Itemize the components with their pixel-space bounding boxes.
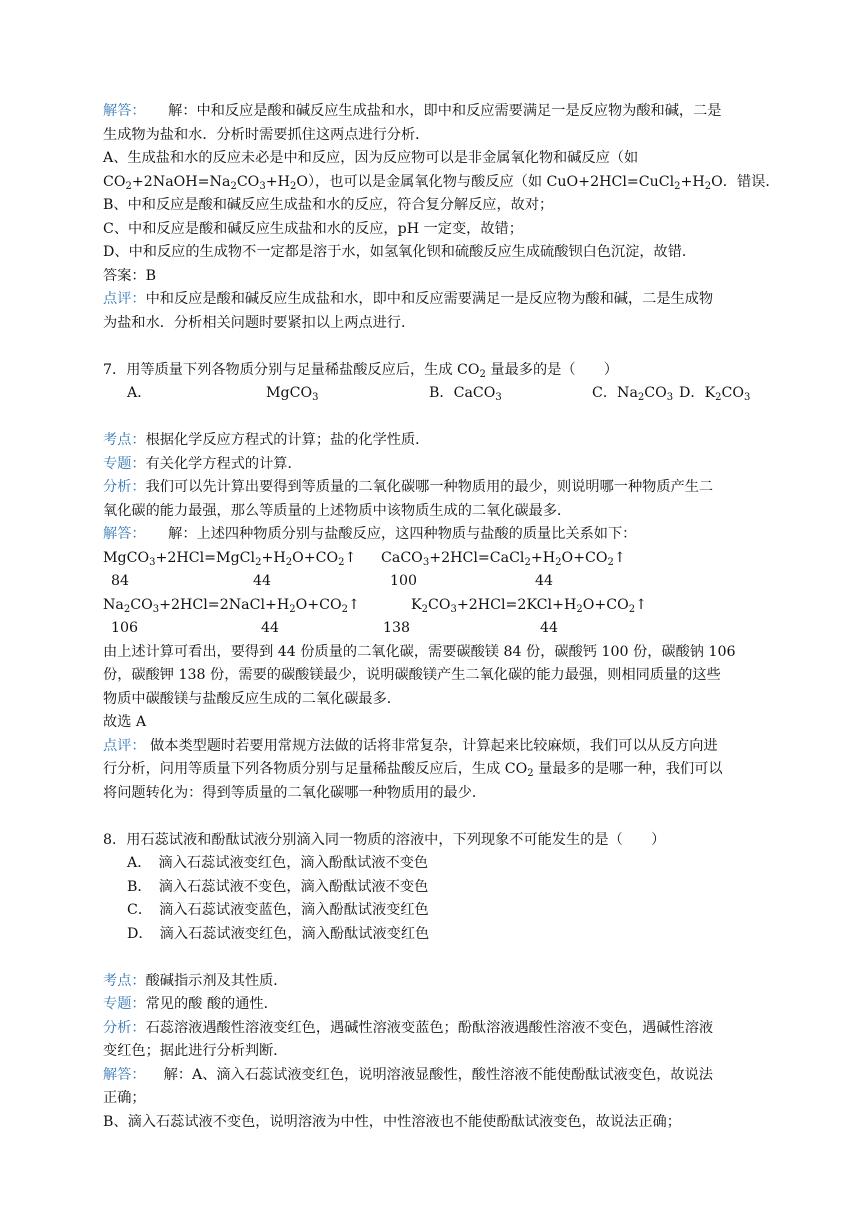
q6-option-c-analysis: C、中和反应是酸和碱反应生成盐和水的反应，pH 一定变，故错； [103,220,523,237]
q6-option-a-analysis: $CO_2+2NaOH=Na_2CO_3+H_2O$），也可以是金属氧化物与酸反应（如 $CuO+2HCl=CuCl_2+H_2O$．错误． [103,173,780,192]
q7-review: 将问题转化为：得到等质量的二氧化碳哪一种物质用的最少． [103,784,487,801]
q8-stem: 8．用石蕊试液和酚酞试液分别滴入同一物质的溶液中，下列现象不可能发生的是（ ） [103,831,666,848]
q6-option-a-analysis: A、生成盐和水的反应未必是中和反应，因为反应物可以是非金属氧化物和碱反应（如 [103,150,639,166]
equation-na2co3: $Na_2CO_3+2HCl=2NaCl+H_2O+CO_2↑$ [103,596,360,615]
mass-row [103,570,763,594]
q7-answer: 解答： 解：上述四种物质分别与盐酸反应，这四种物质与盐酸的质量比关系如下： [103,526,637,542]
equation-k2co3: $K_2CO_3+2HCl=2KCl+H_2O+CO_2↑$ [411,596,647,615]
mass-value: 100 [390,573,418,589]
q6-review: 点评：中和反应是酸和碱反应生成盐和水，即中和反应需要满足一是反应物为酸和碱，二是生成物 [103,291,714,307]
q7-topic: 考点：根据化学反应方程式的计算；盐的化学性质． [103,432,430,448]
q7-review: 行分析，问用等质量下列各物质分别与足量稀盐酸反应后，生成 $CO_2$ 量最多的是哪一种，我们可以 [103,761,723,779]
mass-value: 44 [535,573,554,589]
q7-conclusion: 由上述计算可看出，要得到 44 份质量的二氧化碳，需要碳酸镁 84 份，碳酸钙 100 份，碳酸钠 106 [103,643,736,660]
mass-value: 106 [111,620,139,636]
q7-option-a-text: MgCO$_3$ [266,385,319,403]
equation-caco3: $CaCO_3+2HCl=CaCl_2+H_2O+CO_2↑$ [381,549,626,568]
q6-option-d-analysis: D、中和反应的生成物不一定都是溶于水，如氢氧化钡和硫酸反应生成硫酸钡白色沉淀，故错． [103,244,697,260]
q6-option-b-analysis: B、中和反应是酸和碱反应生成盐和水的反应，符合复分解反应，故对； [103,197,554,213]
q8-option-b: B． 滴入石蕊试液不变色，滴入酚酞试液不变色 [127,878,429,895]
q7-stem: 7．用等质量下列各物质分别与足量稀盐酸反应后，生成 $CO_2$ 量最多的是（ ） [103,361,619,380]
q8-answer: 解答： 解：A、滴入石蕊试液变红色，说明溶液显酸性，酸性溶液不能使酚酞试液变色，故说法 [103,1066,713,1083]
q7-option-d: D．$K_2CO_3$ [679,385,751,403]
mass-value: 44 [261,620,280,636]
answer-label: 解答： [103,103,146,119]
q7-review: 点评： 做本类型题时若要用常规方法做的话将非常复杂，计算起来比较麻烦，我们可以从反方向进 [103,737,718,754]
q8-answer: 正确； [103,1090,146,1106]
q6-result: 答案：B [103,267,156,284]
q8-option-c: C． 滴入石蕊试液变蓝色，滴入酚酞试液变红色 [127,902,429,918]
mass-value: 44 [253,573,272,589]
review-label: 点评： [103,291,146,307]
q8-option-a: A． 滴入石蕊试液变红色，滴入酚酞试液不变色 [127,855,429,871]
q7-conclusion: 物质中碳酸镁与盐酸反应生成的二氧化碳最多． [103,690,401,707]
q6-review: 为盐和水．分析相关问题时要紧扣以上两点进行． [103,314,416,331]
q7-analysis: 氧化碳的能力最强，那么等质量的上述物质中该物质生成的二氧化碳最多． [103,502,572,519]
answer-text: 解：中和反应是酸和碱反应生成盐和水，即中和反应需要满足一是反应物为酸和碱，二是 [168,103,722,119]
q7-option-c: C．$Na_2CO_3$ [592,385,674,403]
q7-option-b: B．CaCO$_3$ [429,385,502,403]
equation-mgco3: $MgCO_3+2HCl=MgCl_2+H_2O+CO_2↑$ [103,549,357,568]
q8-option-d: D． 滴入石蕊试液变红色，滴入酚酞试液变红色 [127,925,430,942]
q8-answer: B、滴入石蕊试液不变色，说明溶液为中性，中性溶液也不能使酚酞试液变色，故说法正确； [103,1113,681,1130]
q6-answer-line [103,100,763,124]
mass-row [103,617,763,641]
document-page [103,100,780,1134]
q7-analysis: 分析：我们可以先计算出要得到等质量的二氧化碳哪一种物质用的最少，则说明哪一种物质产生二 [103,479,714,495]
q7-option-a: A． [127,385,152,401]
q7-category: 专题：有关化学方程式的计算． [103,455,302,472]
q7-conclusion: 份，碳酸钾 138 份，需要的碳酸镁最少，说明碳酸镁产生二氧化碳的能力最强，则相同质量的这些 [103,667,721,683]
equation-row [103,594,763,618]
mass-value: 44 [540,620,559,636]
q8-analysis: 分析：石蕊溶液遇酸性溶液变红色，遇碱性溶液变蓝色；酚酞溶液遇酸性溶液不变色，遇碱性溶液 [103,1019,714,1036]
mass-value: 138 [383,620,411,636]
equation-row [103,547,763,571]
q8-topic: 考点：酸碱指示剂及其性质． [103,972,288,989]
q8-category: 专题：常见的酸 酸的通性． [103,996,278,1012]
q8-analysis: 变红色；据此进行分析判断． [103,1043,288,1059]
q7-options [103,382,763,406]
mass-value: 84 [111,573,130,589]
q7-result: 故选 A [103,714,147,730]
q6-answer-line: 生成物为盐和水．分析时需要抓住这两点进行分析． [103,126,430,143]
